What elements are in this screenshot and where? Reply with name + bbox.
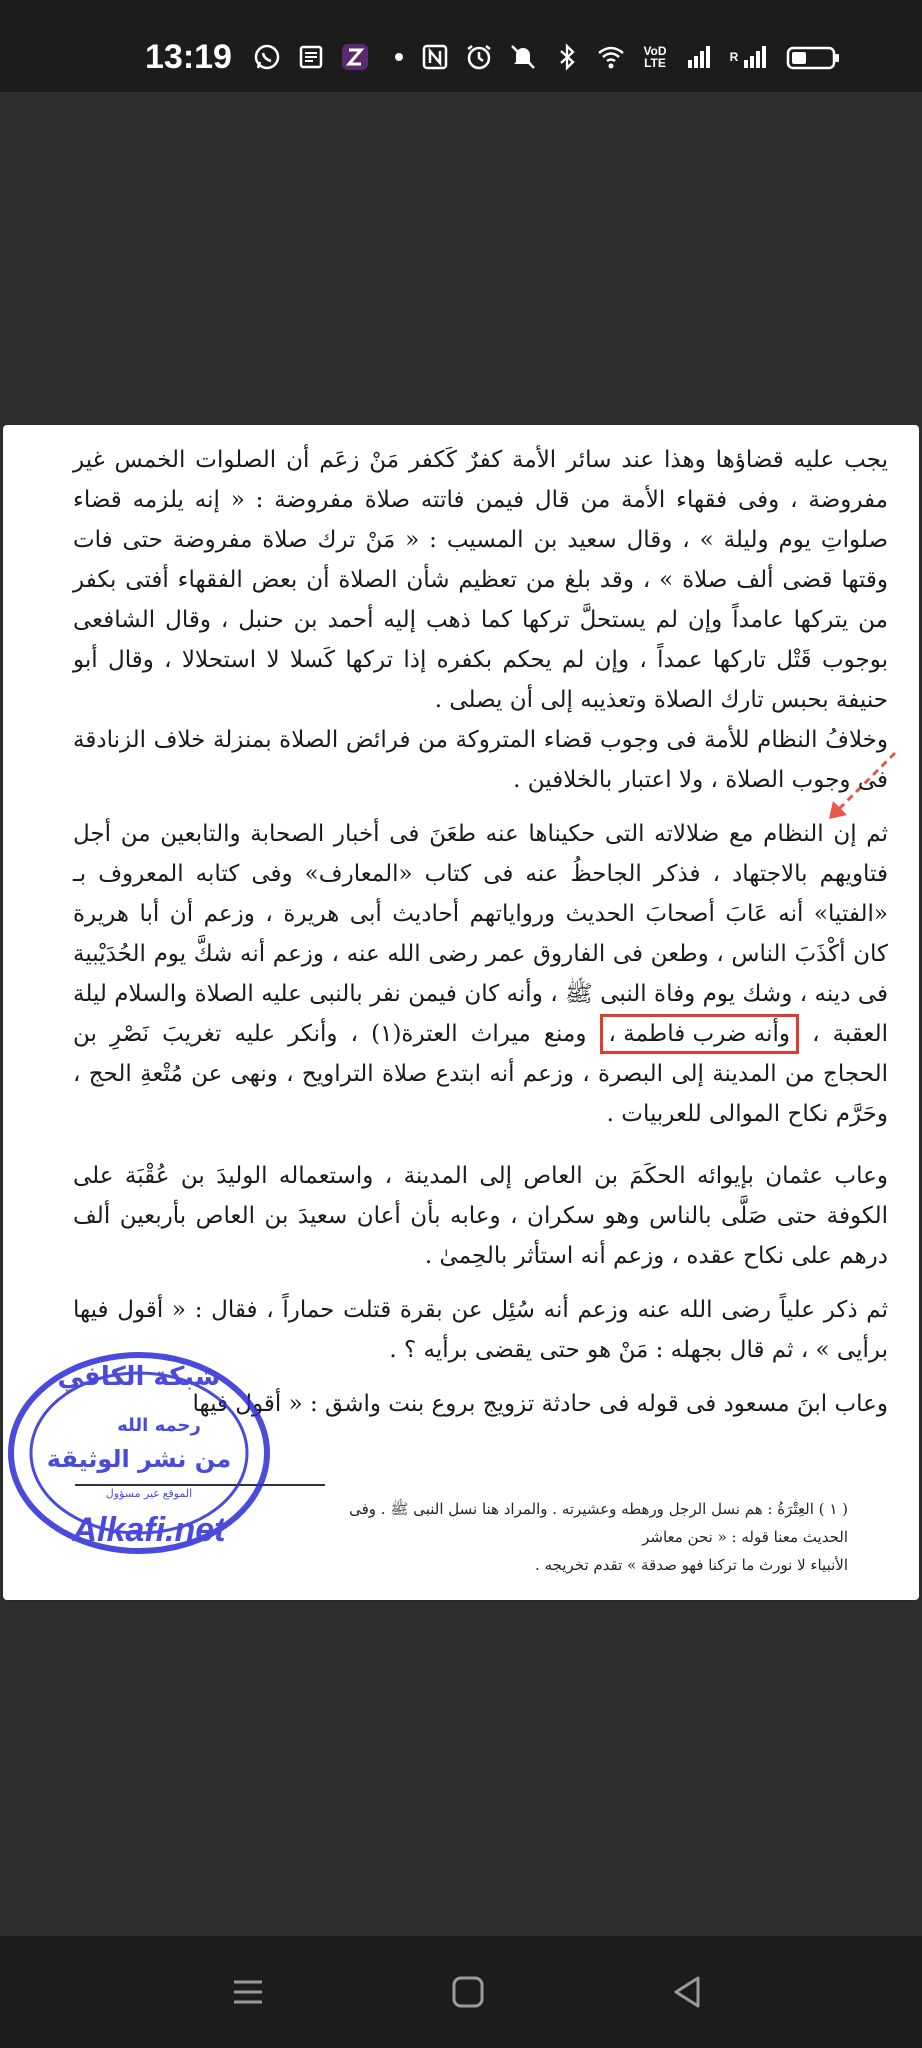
stamp-line-1: رحمه الله <box>117 1415 201 1436</box>
bluetooth-icon <box>552 42 582 72</box>
volte-line-2: LTE <box>644 56 666 70</box>
recents-icon <box>226 1970 270 2014</box>
notes-icon <box>296 42 326 72</box>
volte-line-1: VoD <box>643 44 667 58</box>
wifi-icon <box>596 42 626 72</box>
signal-icon <box>684 42 714 72</box>
back-button[interactable] <box>666 1970 710 2014</box>
dot-icon <box>384 42 414 72</box>
volte-icon <box>640 42 670 72</box>
footnote-2: الأنبياء لا نورث ما تركنا فهو صدقة » تقدم تخريجه . <box>535 1556 848 1574</box>
paragraph-3-head: ثم إن النظام مع ضلالاته التى حكيناها عنه طعَنَ فى أخبار الصحابة والتابعين من أجل فتاويهم بالاجتهاد ، فذكر الجاحظُ عنه فى كتاب «المعارف» وفى كتابه المعروف بـ «الفتيا» أنه عَابَ أصحابَ الحديث ورواياتهم أحاديث أبى هريرة ، وزعم أن أبا هريرة كان أكْذَبَ الناس ، وطعن فى الفاروق عمر رضى الله عنه ، وزعم أنه شكَّ يوم الحُدَيْبية فى دينه ، وشك يوم وفاة النبى ﷺ ، وأنه كان فيمن نفر بالنبى عليه الصلاة والسلام ليلة العقبة ، <box>73 821 888 1047</box>
alarm-icon <box>464 42 494 72</box>
paragraph-6: وعاب ابنَ مسعود فى قوله فى حادثة تزويج بروع بنت واشق : « أقول فيها <box>192 1391 888 1417</box>
paragraph-1: يجب عليه قضاؤها وهذا عند سائر الأمة كفرٌ كَكفر مَنْ زعَم أن الصلوات الخمس غير مفروضة ، وفى فقهاء الأمة من قال فيمن فاتته صلاة مفروضة : « إنه يلزمه قضاء صلواتِ يوم وليلة » ، وقال سعيد بن المسيب : « مَنْ ترك صلاة مفروضة حتى فات وقتها قضى ألف صلاة » ، وقد بلغ من تعظيم شأن الصلاة أن بعض الفقهاء أفتى بكفر من يتركها عامداً وإن لم يستحلَّ تركها كما ذهب إليه أحمد بن حنبل ، وقال الشافعى بوجوب قَتْل تاركها عمداً ، وإن لم يحكم بكفره إذا تركها كَسلا لا استحلالا ، وقال أبو حنيفة بحبس تارك الصلاة وتعذيبه إلى أن يصلى . <box>73 447 888 713</box>
stamp-line-2: من نشر الوثيقة <box>46 1445 232 1473</box>
back-icon <box>666 1970 710 2014</box>
paragraph-4: وعاب عثمان بإيوائه الحكَمَ بن العاص إلى المدينة ، واستعماله الوليدَ بن عُقْبَة على الكوفة حتى صَلَّى بالناس وهو سكران ، وعابه بأن أعان سعيدَ بن العاص بأربعين ألف درهم على نكاح عقده ، وزعم أنه استأثر بالحِمىٰ . <box>73 1163 888 1269</box>
nfc-icon <box>420 42 450 72</box>
status-notification-icons <box>252 42 414 72</box>
battery-icon <box>786 42 842 72</box>
status-time: 13:19 <box>145 38 232 76</box>
mute-icon <box>508 42 538 72</box>
status-system-icons <box>420 42 842 72</box>
status-bar <box>0 0 922 92</box>
document-text <box>73 440 888 1424</box>
highlighted-phrase: وأنه ضرب فاطمة ، <box>600 1014 799 1054</box>
signal-roaming-icon <box>728 42 772 72</box>
watermark-stamp <box>3 1313 289 1600</box>
stamp-line-3: الموقع غير مسؤول <box>105 1487 193 1500</box>
footnotes <box>303 1495 848 1579</box>
navigation-bar <box>0 1936 922 2048</box>
scanned-page[interactable] <box>3 425 919 1600</box>
home-icon <box>446 1970 490 2014</box>
footnote-1: ( ١ ) العِتْرَةُ : هم نسل الرجل ورهطه وعشيرته . والمراد هنا نسل النبى ﷺ . وفى الحديث معنا قوله : « نحن معاشر <box>349 1500 848 1546</box>
z-app-icon <box>340 42 370 72</box>
stamp-bottom-text: Alkafi.net <box>72 1511 226 1549</box>
roaming-label: R <box>729 50 739 64</box>
paragraph-3 <box>73 814 888 1134</box>
whatsapp-icon <box>252 42 282 72</box>
paragraph-2: وخلافُ النظام للأمة فى وجوب قضاء المتروكة من فرائض الصلاة بمنزلة خلاف الزنادقة فى وجوب الصلاة ، ولا اعتبار بالخلافين . <box>73 727 888 793</box>
stamp-top-text: شبكة الكافي <box>57 1362 221 1392</box>
paragraph-5: ثم ذكر علياً رضى الله عنه وزعم أنه سُئِل عن بقرة قتلت حماراً ، فقال : « أقول فيها برأيى » ، ثم قال بجهله : مَنْ هو حتى يقضى برأيه ؟ . <box>73 1297 888 1363</box>
home-button[interactable] <box>446 1970 490 2014</box>
recents-button[interactable] <box>226 1970 270 2014</box>
paragraph-3-tail: ومنع ميراث العترة(١) ، وأنكر عليه تغريبَ نَصْرِ بن الحجاج من المدينة إلى البصرة ، وزعم أنه ابتدع صلاة التراويح ، ونهى عن مُتْعةِ الحج ، وحَرَّم نكاح الموالى للعربيات . <box>73 1021 888 1127</box>
